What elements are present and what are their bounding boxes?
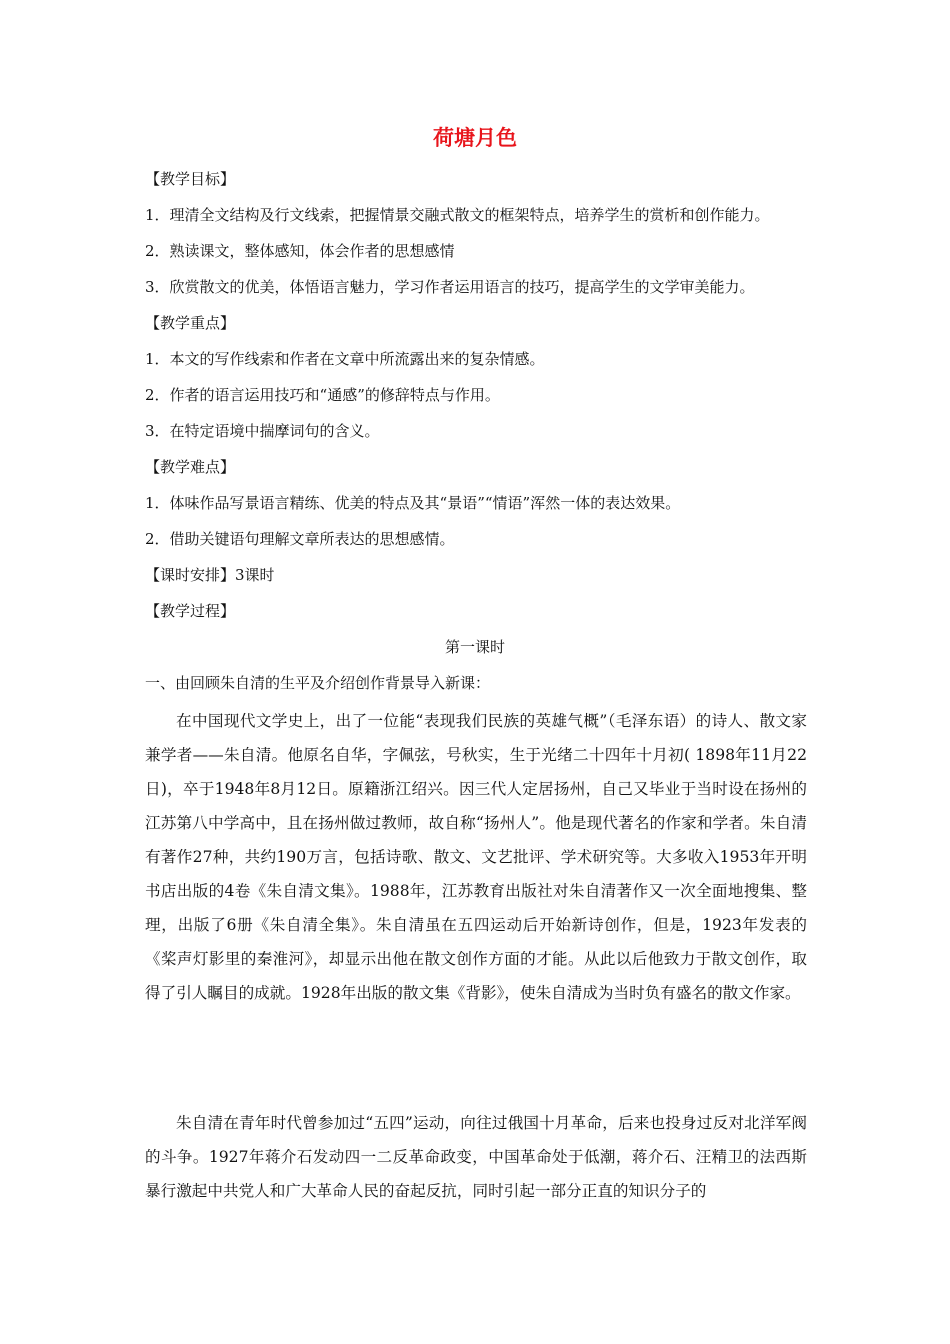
goals-heading: 【教学目标】 <box>145 170 236 188</box>
lesson-title: 第一课时 <box>444 638 505 656</box>
body-paragraph-1: 在中国现代文学史上，出了一位能“表现我们民族的英雄气概”（毛泽东语）的诗人、散文家兼学者——朱自清。他原名自华，字佩弦，号秋实，生于光绪二十四年十月初( 1898年11月22日)，卒于1948年8月12日。原籍浙江绍兴。因三代人定居扬州，自己又毕业于当时设在扬州的江苏第八中学高中，且在扬州做过教师，故自称“扬州人”。他是现代著名的作家和学者。朱自清有著作27种，共约190万言，包括诗歌、散文、文艺批评、学术研究等。大多收入1953年开明书店出版的4卷《朱自清文集》。1988年，江苏教育出版社对朱自清著作又一次全面地搜集、整理，出版了6册《朱自清全集》。朱自清虽在五四运动后开始新诗创作，但是，1923年发表的《桨声灯影里的秦淮河》，却显示出他在散文创作方面的才能。从此以后他致力于散文创作，取得了引人瞩目的成就。1928年出版的散文集《背影》，使朱自清成为当时负有盛名的散文作家。 <box>145 712 807 1002</box>
goal-item-1: 1．理清全文结构及行文线索，把握情景交融式散文的框架特点，培养学生的赏析和创作能力。 <box>145 206 770 224</box>
schedule-line: 【课时安排】3课时 <box>145 566 275 584</box>
goal-item-2: 2．熟读课文，整体感知，体会作者的思想感情 <box>145 242 455 260</box>
key-point-item-1: 1．本文的写作线索和作者在文章中所流露出来的复杂情感。 <box>145 350 545 368</box>
difficulty-item-1: 1．体味作品写景语言精练、优美的特点及其“景语”“情语”浑然一体的表达效果。 <box>145 494 681 512</box>
difficulty-item-2: 2．借助关键语句理解文章所表达的思想感情。 <box>145 530 455 548</box>
key-point-item-3: 3．在特定语境中揣摩词句的含义。 <box>145 422 380 440</box>
document-title: 荷塘月色 <box>433 126 517 150</box>
goal-item-3: 3．欣赏散文的优美，体悟语言魅力，学习作者运用语言的技巧，提高学生的文学审美能力。 <box>145 278 755 296</box>
process-heading: 【教学过程】 <box>145 602 236 620</box>
difficulties-heading: 【教学难点】 <box>145 458 236 476</box>
key-point-item-2: 2．作者的语言运用技巧和“通感”的修辞特点与作用。 <box>145 386 500 404</box>
body-paragraph-2: 朱自清在青年时代曾参加过“五四”运动，向往过俄国十月革命，后来也投身过反对北洋军阀的斗争。1927年蒋介石发动四一二反革命政变，中国革命处于低潮，蒋介石、汪精卫的法西斯暴行激起中共党人和广大革命人民的奋起反抗，同时引起一部分正直的知识分子的 <box>145 1114 807 1200</box>
key-points-heading: 【教学重点】 <box>145 314 236 332</box>
section-one-heading: 一、由回顾朱自清的生平及介绍创作背景导入新课： <box>145 674 491 692</box>
